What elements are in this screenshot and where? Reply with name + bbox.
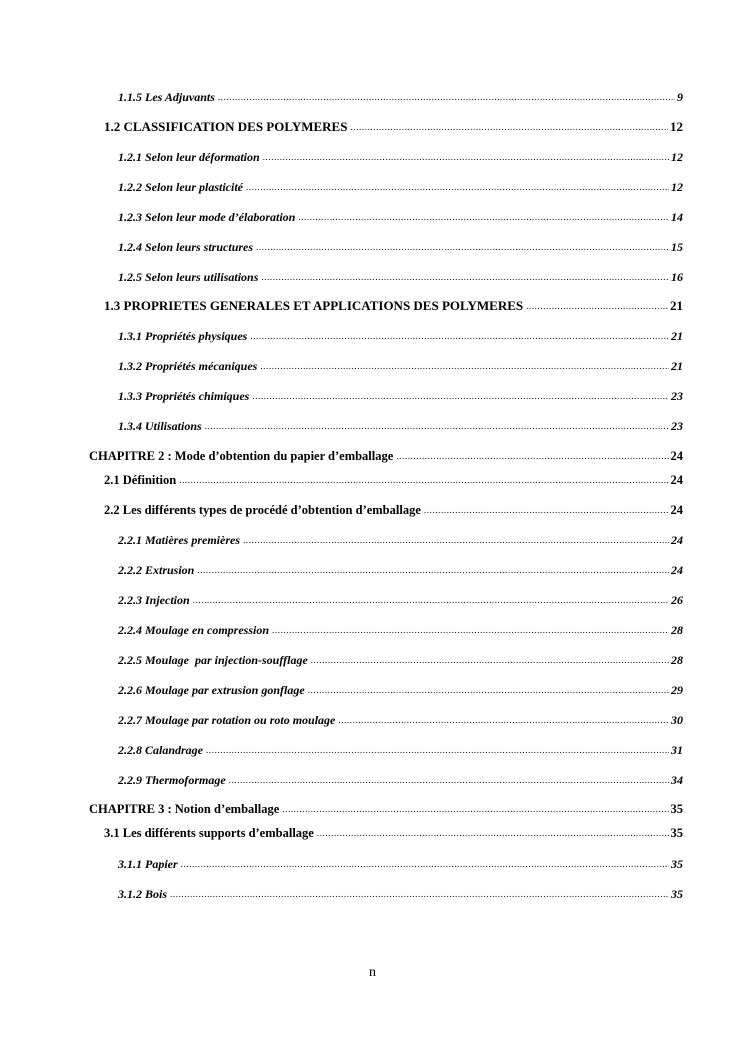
toc-entry-page: 12 [670, 119, 683, 134]
dot-leader [263, 150, 669, 164]
toc-entry-page: 35 [671, 857, 683, 871]
toc-entry-page: 28 [671, 623, 683, 637]
toc-entry[interactable] [104, 473, 683, 488]
toc-entry-page: 24 [670, 449, 683, 463]
toc-entry[interactable] [118, 329, 683, 344]
toc-entry[interactable] [118, 683, 683, 698]
dot-leader [282, 802, 668, 816]
toc-entry-title: CHAPITRE 2 : Mode d’obtention du papier d’emballage [89, 449, 394, 463]
toc-entry-page: 30 [671, 713, 683, 727]
toc-entry-page: 12 [671, 180, 683, 194]
dot-leader [205, 419, 669, 433]
toc-entry[interactable] [118, 563, 683, 578]
toc-entry-page: 15 [671, 240, 683, 254]
toc-entry[interactable] [118, 90, 683, 105]
dot-leader [206, 743, 669, 757]
toc-entry[interactable] [118, 419, 683, 434]
toc-entry[interactable] [104, 299, 683, 314]
toc-entry-page: 9 [677, 90, 683, 104]
dot-leader [250, 329, 669, 343]
dot-leader [317, 826, 669, 840]
dot-leader [526, 299, 668, 313]
toc-entry-page: 29 [671, 683, 683, 697]
dot-leader [246, 180, 669, 194]
dot-leader [396, 449, 668, 463]
toc-entry[interactable] [104, 503, 683, 518]
toc-entry-page: 14 [671, 210, 683, 224]
toc-entry-title: 2.2.4 Moulage en compression [118, 623, 270, 637]
toc-entry-page: 12 [671, 150, 683, 164]
toc-entry-page: 23 [671, 419, 683, 433]
dot-leader [308, 683, 669, 697]
toc-entry-page: 24 [671, 563, 683, 577]
dot-leader [311, 653, 669, 667]
dot-leader [261, 270, 669, 284]
toc-entry-title: 2.2.1 Matières premières [118, 533, 240, 547]
dot-leader [260, 359, 669, 373]
toc-entry[interactable] [118, 180, 683, 195]
dot-leader [252, 389, 669, 403]
toc-entry[interactable] [118, 389, 683, 404]
toc-entry-page: 21 [671, 359, 683, 373]
toc-entry-page: 34 [671, 773, 683, 787]
toc-entry-title: 2.2 Les différents types de procédé d’obtention d’emballage [104, 503, 421, 517]
toc-entry-page: 26 [671, 593, 683, 607]
toc-entry-title: 2.2.5 Moulage par injection-soufflage [118, 653, 308, 667]
toc-entry-title: 2.2.8 Calandrage [118, 743, 204, 757]
toc-entry[interactable] [118, 593, 683, 608]
toc-entry-title: 1.3.4 Utilisations [118, 419, 202, 433]
toc-entry-page: 23 [671, 389, 683, 403]
toc-entry[interactable] [118, 887, 683, 902]
toc-entry[interactable] [118, 270, 683, 285]
dot-leader [424, 503, 669, 517]
toc-entry-title: 1.2 CLASSIFICATION DES POLYMERES [104, 119, 348, 134]
toc-entry-title: 3.1.2 Bois [118, 887, 168, 901]
toc-entry-title: 1.2.3 Selon leur mode d’élaboration [118, 210, 296, 224]
toc-entry[interactable] [118, 773, 683, 788]
dot-leader [179, 473, 668, 487]
dot-leader [298, 210, 669, 224]
dot-leader [229, 773, 669, 787]
toc-entry-title: 1.2.5 Selon leurs utilisations [118, 270, 259, 284]
toc-entry-page: 35 [671, 887, 683, 901]
toc-entry-page: 24 [671, 533, 683, 547]
dot-leader [181, 857, 669, 871]
dot-leader [272, 623, 669, 637]
toc-entry[interactable] [118, 533, 683, 548]
toc-entry[interactable] [104, 120, 683, 135]
toc-entry-title: 3.1.1 Papier [118, 857, 178, 871]
toc-entry-title: 2.2.6 Moulage par extrusion gonflage [118, 683, 305, 697]
toc-entry[interactable] [118, 857, 683, 872]
toc-entry-page: 21 [670, 298, 683, 313]
toc-entry-page: 35 [670, 826, 683, 840]
toc-entry-title: 1.3.3 Propriétés chimiques [118, 389, 250, 403]
toc-entry-title: 1.3 PROPRIETES GENERALES ET APPLICATIONS DES POLYMERES [104, 298, 524, 313]
toc-entry-title: 2.2.7 Moulage par rotation ou roto moulage [118, 713, 336, 727]
toc-entry-page: 24 [670, 503, 683, 517]
toc-entry[interactable] [118, 623, 683, 638]
toc-entry-page: 16 [671, 270, 683, 284]
toc-entry-title: 1.3.1 Propriétés physiques [118, 329, 248, 343]
toc-entry[interactable] [118, 359, 683, 374]
toc-entry-title: 1.2.4 Selon leurs structures [118, 240, 254, 254]
toc-entry-title: CHAPITRE 3 : Notion d’emballage [89, 802, 280, 816]
toc-entry[interactable] [118, 713, 683, 728]
dot-leader [243, 533, 669, 547]
dot-leader [193, 593, 669, 607]
dot-leader [197, 563, 669, 577]
toc-entry-title: 1.3.2 Propriétés mécaniques [118, 359, 258, 373]
toc-entry-title: 2.2.9 Thermoformage [118, 773, 226, 787]
toc-entry[interactable] [89, 802, 683, 817]
dot-leader [256, 240, 669, 254]
toc-entry[interactable] [89, 449, 683, 464]
toc-entry-title: 1.1.5 Les Adjuvants [118, 90, 215, 104]
toc-entry[interactable] [118, 653, 683, 668]
toc-entry-title: 2.2.3 Injection [118, 593, 190, 607]
dot-leader [170, 887, 669, 901]
toc-entry-page: 24 [670, 473, 683, 487]
toc-entry[interactable] [118, 743, 683, 758]
toc-entry[interactable] [104, 826, 683, 841]
dot-leader [350, 120, 668, 134]
dot-leader [218, 90, 675, 104]
toc-entry-page: 31 [671, 743, 683, 757]
toc-entry-page: 35 [670, 802, 683, 816]
toc-entry-title: 1.2.1 Selon leur déformation [118, 150, 260, 164]
toc-entry-title: 1.2.2 Selon leur plasticité [118, 180, 244, 194]
toc-entry[interactable] [118, 240, 683, 255]
toc-entry[interactable] [118, 210, 683, 225]
dot-leader [338, 713, 669, 727]
toc-entry-page: 28 [671, 653, 683, 667]
toc-entry[interactable] [118, 150, 683, 165]
toc-entry-title: 2.1 Définition [104, 473, 177, 487]
toc-entry-title: 3.1 Les différents supports d’emballage [104, 826, 314, 840]
page-number: n [369, 965, 376, 980]
toc-entry-title: 2.2.2 Extrusion [118, 563, 195, 577]
toc-entry-page: 21 [671, 329, 683, 343]
